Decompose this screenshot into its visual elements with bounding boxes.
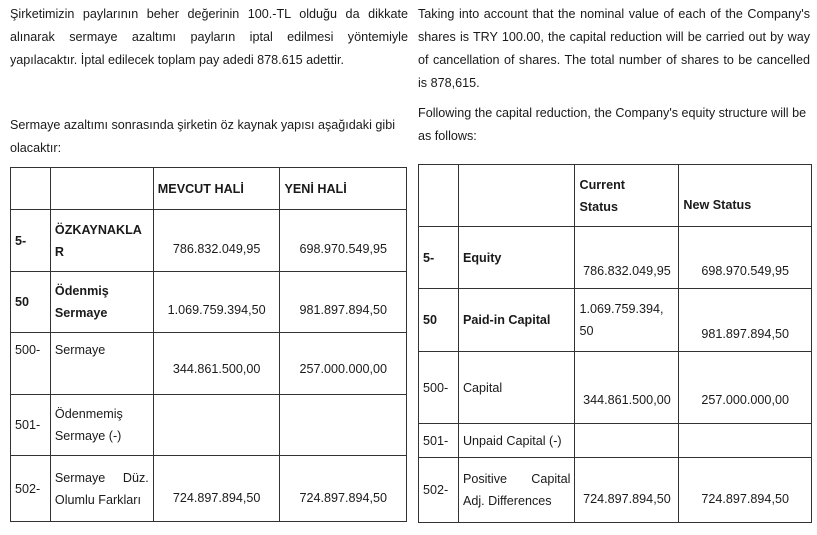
row-current-value: 724.897.894,50 bbox=[153, 456, 280, 522]
row-new-value: 698.970.549,95 bbox=[679, 227, 812, 289]
table-row bbox=[11, 395, 407, 456]
row-label: Positive Capital Adj. Differences bbox=[458, 458, 575, 523]
table-row bbox=[419, 227, 812, 289]
row-code: 50 bbox=[11, 272, 51, 333]
table-header-row bbox=[419, 165, 812, 227]
row-label: Equity bbox=[458, 227, 575, 289]
row-label: Ödenmemiş Sermaye (-) bbox=[50, 395, 153, 456]
header-new: New Status bbox=[679, 165, 812, 227]
row-new-value: 724.897.894,50 bbox=[679, 458, 812, 523]
row-current-value: 1.069.759.394,50 bbox=[153, 272, 280, 333]
table-row bbox=[11, 333, 407, 395]
table-row bbox=[419, 289, 812, 352]
row-new-value: 257.000.000,00 bbox=[280, 333, 407, 395]
tr-equity-table bbox=[10, 167, 407, 522]
row-code: 500- bbox=[419, 352, 459, 424]
row-new-value: 698.970.549,95 bbox=[280, 210, 407, 272]
row-current-value: 1.069.759.394, 50 bbox=[575, 289, 679, 352]
header-new: YENİ HALİ bbox=[280, 168, 407, 210]
tr-structure-intro: Sermaye azaltımı sonrasında şirketin öz kaynak yapısı aşağıdaki gibi olacaktır: bbox=[10, 118, 395, 155]
row-new-value bbox=[280, 395, 407, 456]
row-new-value: 257.000.000,00 bbox=[679, 352, 812, 424]
header-current: MEVCUT HALİ bbox=[153, 168, 280, 210]
row-label: Sermaye bbox=[50, 333, 153, 395]
row-current-value bbox=[575, 424, 679, 458]
row-code: 5- bbox=[11, 210, 51, 272]
table-row bbox=[11, 456, 407, 522]
en-intro-paragraph: Taking into account that the nominal value of each of the Company's shares is TRY 100.00, the capital reduction will be carried out by way of cancellation of shares. The total number of shares to be cancelled is 878,615. bbox=[418, 7, 810, 90]
row-label: Sermaye Düz. Olumlu Farkları bbox=[50, 456, 153, 522]
row-new-value: 981.897.894,50 bbox=[679, 289, 812, 352]
row-new-value: 724.897.894,50 bbox=[280, 456, 407, 522]
table-row bbox=[11, 272, 407, 333]
header-current: Current Status bbox=[575, 165, 679, 227]
table-row bbox=[419, 458, 812, 523]
row-label: Capital bbox=[458, 352, 575, 424]
row-label: Unpaid Capital (-) bbox=[458, 424, 575, 458]
row-label: ÖZKAYNAKLA R bbox=[50, 210, 153, 272]
table-row bbox=[419, 352, 812, 424]
tr-intro-paragraph: Şirketimizin paylarının beher değerinin 100.-TL olduğu da dikkate alınarak sermaye azaltımı payların iptal edilmesi yöntemiyle yapılacaktır. İptal edilecek toplam pay adedi 878.615 adettir. bbox=[10, 7, 408, 67]
row-current-value: 344.861.500,00 bbox=[575, 352, 679, 424]
row-new-value: 981.897.894,50 bbox=[280, 272, 407, 333]
row-new-value bbox=[679, 424, 812, 458]
table-header-row bbox=[11, 168, 407, 210]
row-code: 500- bbox=[11, 333, 51, 395]
en-structure-intro: Following the capital reduction, the Company's equity structure will be as follows: bbox=[418, 106, 807, 143]
row-current-value: 344.861.500,00 bbox=[153, 333, 280, 395]
row-current-value bbox=[153, 395, 280, 456]
row-code: 502- bbox=[11, 456, 51, 522]
row-code: 501- bbox=[11, 395, 51, 456]
row-current-value: 786.832.049,95 bbox=[153, 210, 280, 272]
en-equity-table bbox=[418, 164, 812, 523]
row-label: Paid-in Capital bbox=[458, 289, 575, 352]
row-code: 501- bbox=[419, 424, 459, 458]
row-current-value: 724.897.894,50 bbox=[575, 458, 679, 523]
row-code: 5- bbox=[419, 227, 459, 289]
row-label: Ödenmiş Sermaye bbox=[50, 272, 153, 333]
table-row bbox=[11, 210, 407, 272]
row-code: 50 bbox=[419, 289, 459, 352]
row-code: 502- bbox=[419, 458, 459, 523]
row-current-value: 786.832.049,95 bbox=[575, 227, 679, 289]
table-row bbox=[419, 424, 812, 458]
